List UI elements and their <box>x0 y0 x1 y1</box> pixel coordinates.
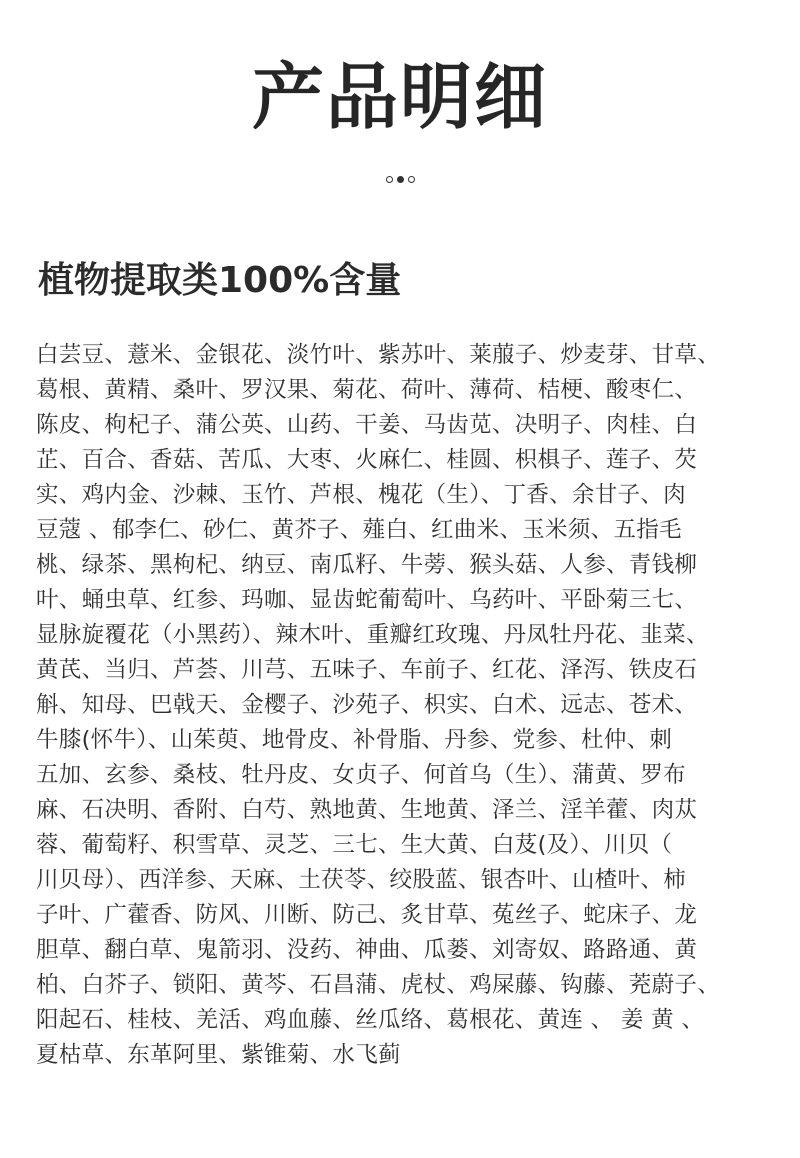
page-title: 产品明细 <box>251 55 548 139</box>
pagination-dot-2-active <box>397 176 404 183</box>
ingredient-line: 白芸豆、薏米、金银花、淡竹叶、紫苏叶、莱菔子、炒麦芽、甘草、 <box>36 342 721 368</box>
ingredient-line: 豆蔻 、郁李仁、砂仁、黄芥子、薤白、红曲米、玉米须、五指毛 <box>36 517 682 543</box>
ingredient-line: 桃、绿茶、黑枸杞、纳豆、南瓜籽、牛蒡、猴头菇、人参、青钱柳 <box>36 552 698 578</box>
ingredient-line: 叶、蛹虫草、红参、玛咖、显齿蛇葡萄叶、乌药叶、平卧菊三七、 <box>36 587 698 613</box>
ingredient-line: 陈皮、枸杞子、蒲公英、山药、干姜、马齿苋、决明子、肉桂、白 <box>36 412 698 438</box>
ingredient-list <box>36 338 766 1073</box>
ingredient-line: 实、鸡内金、沙棘、玉竹、芦根、槐花（生）、丁香、余甘子、肉 <box>36 482 686 508</box>
ingredient-line: 川贝母）、西洋参、天麻、土茯苓、绞股蓝、银杏叶、山楂叶、柿 <box>36 867 686 893</box>
section-heading: 植物提取类100%含量 <box>38 260 402 301</box>
ingredient-line: 黄芪、当归、芦荟、川芎、五味子、车前子、红花、泽泻、铁皮石 <box>36 657 698 683</box>
ingredient-line: 柏、白芥子、锁阳、黄芩、石昌蒲、虎杖、鸡屎藤、钩藤、茺蔚子、 <box>36 972 721 998</box>
ingredient-line: 芷、百合、香菇、苦瓜、大枣、火麻仁、桂圆、枳椇子、莲子、芡 <box>36 447 698 473</box>
ingredient-line: 阳起石、桂枝、羌活、鸡血藤、丝瓜络、葛根花、黄连 、 姜 黄 、 <box>36 1007 705 1033</box>
ingredient-line: 蓉、葡萄籽、积雪草、灵芝、三七、生大黄、白芨(及）、川贝（ <box>36 832 673 858</box>
pagination-dot-3 <box>408 176 415 183</box>
pagination-dots <box>0 176 800 183</box>
ingredient-line: 夏枯草、东革阿里、紫锥菊、水飞蓟 <box>36 1042 401 1068</box>
ingredient-line: 牛膝(怀牛）、山茱萸、地骨皮、补骨脂、丹参、党参、杜仲、刺 <box>36 727 673 753</box>
ingredient-line: 五加、玄参、桑枝、牡丹皮、女贞子、何首乌（生）、蒲黄、罗布 <box>36 762 686 788</box>
ingredient-line: 胆草、翻白草、鬼箭羽、没药、神曲、瓜蒌、刘寄奴、路路通、黄 <box>36 937 698 963</box>
ingredient-line: 子叶、广藿香、防风、川断、防己、炙甘草、菟丝子、蛇床子、龙 <box>36 902 698 928</box>
ingredient-line: 显脉旋覆花（小黑药）、辣木叶、重瓣红玫瑰、丹凤牡丹花、韭菜、 <box>36 622 709 648</box>
ingredient-line: 麻、石决明、香附、白芍、熟地黄、生地黄、泽兰、淫羊藿、肉苁 <box>36 797 698 823</box>
pagination-dot-1 <box>386 176 393 183</box>
ingredient-line: 葛根、黄精、桑叶、罗汉果、菊花、荷叶、薄荷、桔梗、酸枣仁、 <box>36 377 698 403</box>
ingredient-line: 斛、知母、巴戟天、金樱子、沙苑子、枳实、白术、远志、苍术、 <box>36 692 698 718</box>
